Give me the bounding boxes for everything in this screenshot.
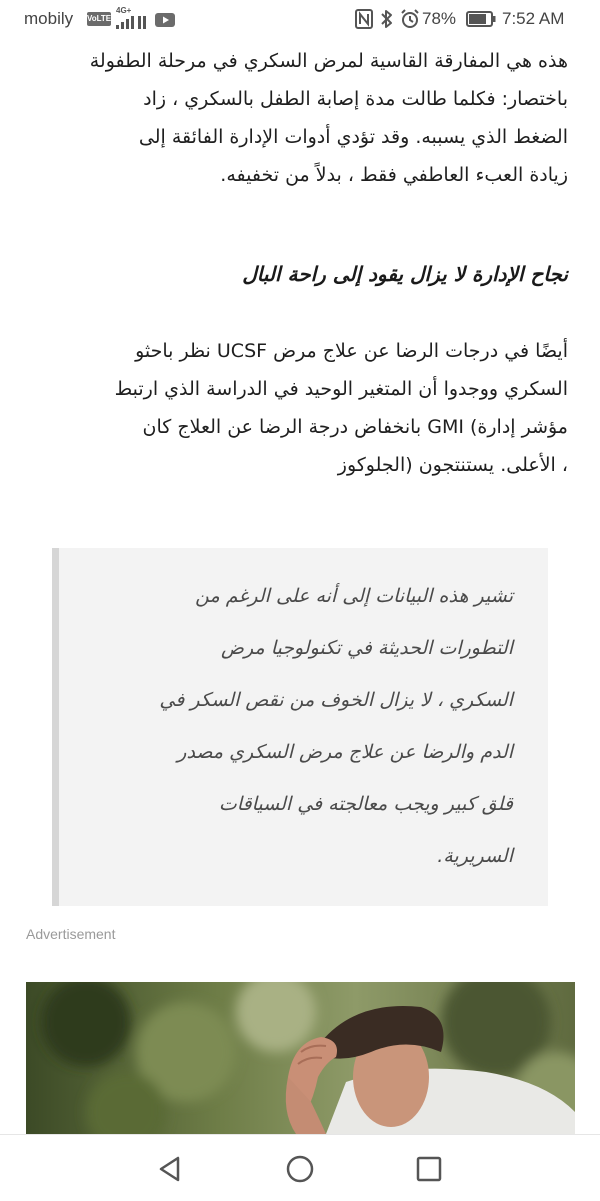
youtube-icon bbox=[155, 12, 175, 31]
back-icon[interactable] bbox=[156, 1154, 186, 1188]
article-subheading: نجاح الإدارة لا يزال يقود إلى راحة البال bbox=[242, 262, 568, 286]
blockquote bbox=[52, 548, 548, 906]
blockquote-text: تشير هذه البيانات إلى أنه على الرغم من التطورات الحديثة في تكنولوجيا مرض السكري ، لا يزال الخوف من نقص السكر في الدم والرضا عن علاج مرض السكري مصدر قلق كبير ويجب معالجته في السياقات السريرية. bbox=[159, 585, 513, 867]
alarm-icon bbox=[400, 9, 420, 33]
battery-icon bbox=[466, 11, 496, 31]
article-photo bbox=[26, 982, 575, 1134]
navigation-bar bbox=[0, 1134, 600, 1201]
recent-apps-icon[interactable] bbox=[414, 1154, 444, 1188]
clock: 7:52 AM bbox=[502, 9, 565, 28]
status-bar bbox=[0, 0, 600, 40]
home-icon[interactable] bbox=[285, 1154, 315, 1188]
article-paragraph-1: هذه هي المفارقة القاسية لمرض السكري في مرحلة الطفولة باختصار: فكلما طالت مدة إصابة الطفل بالسكري ، زاد الضغط الذي يسببه. وقد تؤدي أدوات الإدارة الفائقة إلى زيادة العبء العاطفي فقط ، بدلاً من تخفيفه. bbox=[89, 50, 568, 186]
bluetooth-icon bbox=[380, 9, 394, 33]
network-type: 4G+ bbox=[116, 6, 132, 15]
battery-percent: 78% bbox=[422, 9, 457, 28]
advertisement-label: Advertisement bbox=[26, 926, 116, 942]
nfc-icon bbox=[355, 9, 373, 33]
signal-icon bbox=[116, 14, 150, 33]
volte-badge: VoLTE bbox=[87, 12, 111, 26]
carrier-name: mobily bbox=[24, 9, 74, 28]
article-paragraph-2: أيضًا في درجات الرضا عن علاج مرض UCSF نظر باحثو السكري ووجدوا أن المتغير الوحيد في الدراسة الذي ارتبط مؤشر إدارة) GMI بانخفاض درجة الرضا عن العلاج كان ، الأعلى. يستنتجون (الجلوكوز bbox=[114, 340, 568, 476]
